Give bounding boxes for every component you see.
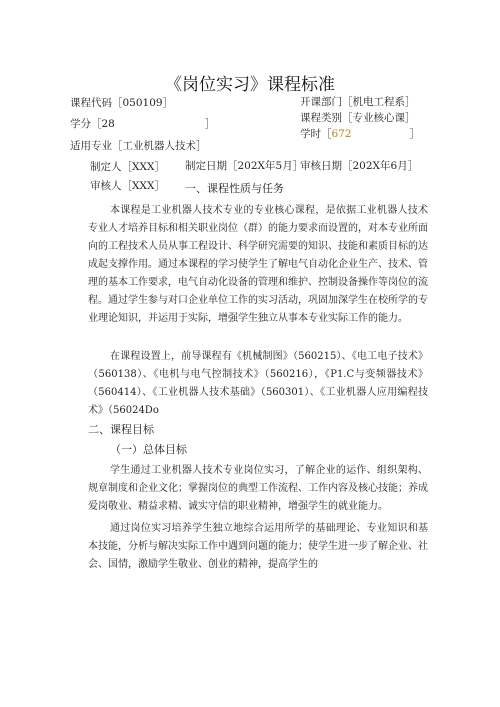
department: 开课部门［机电工程系］	[300, 96, 416, 108]
credits	[70, 119, 215, 130]
hours	[300, 129, 420, 140]
section-1-heading: 一、课程性质与任务	[185, 182, 284, 195]
credits-value: 28	[101, 118, 115, 130]
reviewer: 审核人［XXX］	[90, 180, 165, 192]
hours-label: 学时［	[300, 128, 332, 140]
hours-value: 672	[331, 128, 352, 140]
hours-close: ］	[409, 128, 421, 140]
section-2-paragraph-2: 通过岗位实习培养学生独立地综合运用所学的基础理论、专业知识和基本技能，分析与解决实际工作中遇到问题的能力；使学生进一步了解企业、社会、国情，激励学生敬业、创业的精神，提高学生的	[88, 523, 428, 570]
section-2-heading: 二、课程目标	[88, 423, 154, 436]
credits-label: 学分［	[70, 118, 102, 130]
section-2-subheading: （一）总体目标	[110, 443, 187, 456]
date-made: 制定日期［202X年5月］	[185, 160, 304, 172]
date-review: 审核日期［202X年6月］	[300, 160, 419, 172]
section-2-paragraph-1: 学生通过工业机器人技术专业岗位实习，了解企业的运作、组织架构、规章制度和企业文化；掌握岗位的典型工作流程、工作内容及核心技能；养成爱岗敬业、精益求精、诚实守信的职业精神，增强学生的就业能力。	[88, 465, 428, 512]
course-type: 课程类别［专业核心课］	[300, 112, 416, 124]
credits-close: ］	[204, 118, 216, 130]
author: 制定人［XXX］	[90, 161, 165, 173]
section-1-paragraph-2: 在课程设置上，前导课程有《机械制图》（560215）、《电工电子技术》（560138）、《电机与电气控制技术》（560216），《P1.C与变频器技术》（560414）、《工业机器人技术基础》（560301）、《工业机器人应用编程技术》（56024Do	[88, 351, 428, 416]
section-1-paragraph-1: 本课程是工业机器人技术专业的专业核心课程，是依据工业机器人技术专业人才培养目标和相关职业岗位（群）的能力要求而设置的，对本专业所面向的工程技术人员从事工程设计、科学研究需要的知识、技能和素质目标的达成起支撑作用。通过本课程的学习使学生了解电气自动化企业生产、技术、管理的基本工作要求，电气自动化设备的管理和维护、控制设备操作等岗位的流程。通过学生参与对口企业单位工作的实习活动，巩固加深学生在校所学的专业理论知识，并运用于实际，增强学生独立从事本专业实际工作的能力。	[88, 205, 428, 324]
applicable-major: 适用专业［工业机器人技术］	[70, 140, 207, 152]
course-code: 课程代码［050109］	[70, 97, 174, 109]
document-title: 《岗位实习》课程标准	[165, 75, 335, 95]
